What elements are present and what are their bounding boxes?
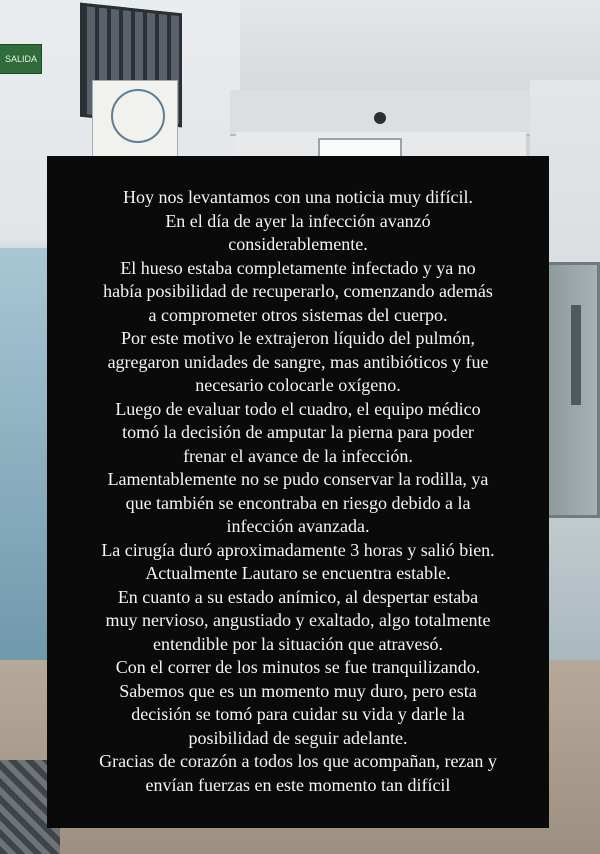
message-line: frenar el avance de la infección.: [183, 445, 413, 466]
ceiling-beam: [230, 90, 550, 136]
message-line: La cirugía duró aproximadamente 3 horas y salió bien.: [101, 539, 495, 560]
message-line: Por este motivo le extrajeron líquido del pulmón,: [121, 328, 475, 348]
message-line: Gracias de corazón a todos los que acompañan, rezan y: [99, 751, 497, 771]
left-wall-panel: [0, 248, 48, 668]
message-panel: [47, 156, 549, 828]
message-line: Lamentablemente no se pudo conservar la rodilla, ya: [107, 469, 489, 489]
wall-poster: [92, 80, 178, 164]
message-line: El hueso estaba completamente infectado y ya no: [120, 257, 476, 278]
poster-logo: [111, 89, 165, 143]
message-line: envían fuerzas en este momento tan difícil: [145, 774, 451, 795]
message-line: muy nervioso, angustiado y exaltado, algo totalmente: [105, 610, 491, 630]
message-line: Actualmente Lautaro se encuentra estable.: [145, 563, 451, 583]
message-line: Luego de evaluar todo el cuadro, el equipo médico: [115, 398, 481, 419]
exit-sign: SALIDA: [0, 44, 42, 74]
message-line: infección avanzada.: [226, 516, 370, 536]
message-line: decisión se tomó para cuidar su vida y darle la: [131, 704, 465, 724]
message-line: Hoy nos levantamos con una noticia muy difícil.: [123, 187, 473, 207]
message-line: agregaron unidades de sangre, mas antibióticos y fue: [107, 351, 489, 372]
message-line: En el día de ayer la infección avanzó: [165, 210, 431, 231]
message-line: que también se encontraba en riesgo debido a la: [125, 492, 471, 513]
message-line: Con el correr de los minutos se fue tranquilizando.: [115, 657, 481, 677]
elevator-window: [571, 305, 581, 405]
message-line: posibilidad de seguir adelante.: [188, 727, 408, 748]
message-line: considerablemente.: [228, 234, 368, 254]
message-line: En cuanto a su estado anímico, al despertar estaba: [117, 586, 479, 607]
message-line: entendible por la situación que atravesó.: [153, 633, 443, 654]
message-line: a comprometer otros sistemas del cuerpo.: [148, 304, 448, 325]
message-line: había posibilidad de recuperarlo, comenzando además: [103, 281, 493, 301]
message-line: tomó la decisión de amputar la pierna para poder: [122, 422, 474, 442]
message-line: necesario colocarle oxígeno.: [195, 375, 401, 395]
ceiling-lamp: [374, 112, 386, 124]
message-line: Sabemos que es un momento muy duro, pero esta: [119, 680, 477, 701]
